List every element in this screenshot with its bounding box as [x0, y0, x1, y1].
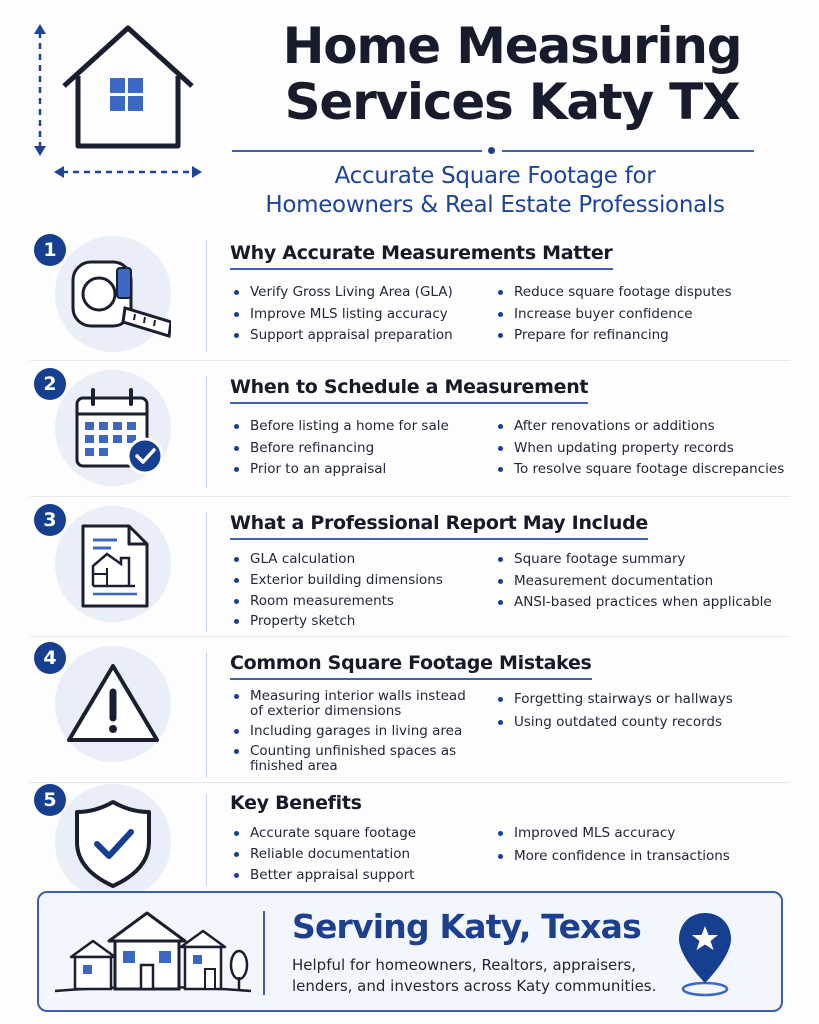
section-list-right: [496, 552, 796, 617]
section-number: 3: [34, 504, 66, 536]
list-item: Measurement documentation: [496, 574, 796, 589]
floor-plan-document-icon: [55, 506, 171, 622]
section-icon-bg: [55, 784, 171, 900]
page-subtitle-line1: Accurate Square Footage for: [334, 163, 656, 189]
title-divider-left: [232, 150, 482, 152]
footer-banner: [37, 891, 783, 1012]
section-list-left: [232, 826, 482, 888]
section-divider: [206, 240, 207, 352]
list-item: Better appraisal support: [232, 868, 482, 883]
section-list-left: [232, 689, 477, 781]
list-item: Reduce square footage disputes: [496, 285, 786, 300]
list-item: More confidence in transactions: [496, 849, 786, 864]
list-item: ANSI-based practices when applicable: [496, 595, 796, 610]
section-number: 2: [34, 368, 66, 400]
page-title: [222, 18, 802, 130]
list-item: Room measurements: [232, 594, 482, 609]
section-icon-bg: [55, 236, 171, 352]
footer-text: [292, 955, 662, 997]
list-item: Property sketch: [232, 614, 482, 629]
section-icon-bg: [55, 646, 171, 762]
section-title: What a Professional Report May Include: [230, 512, 648, 540]
section-divider: [206, 794, 207, 886]
list-item: Forgetting stairways or hallways: [496, 692, 786, 707]
section-number: 4: [34, 642, 66, 674]
section-list-right: [496, 692, 786, 737]
location-pin-star-icon: [675, 909, 735, 999]
section-list-right: [496, 285, 786, 350]
list-item: Prepare for refinancing: [496, 328, 786, 343]
list-item: To resolve square footage discrepancies: [496, 462, 796, 477]
page-title-line2: Services Katy TX: [284, 73, 740, 131]
list-item: Support appraisal preparation: [232, 328, 482, 343]
section-icon-bg: [55, 370, 171, 486]
list-item: Improved MLS accuracy: [496, 826, 786, 841]
list-item: Verify Gross Living Area (GLA): [232, 285, 482, 300]
list-item: Before refinancing: [232, 441, 482, 456]
list-item: Exterior building dimensions: [232, 573, 482, 588]
footer-text-line2: lenders, and investors across Katy communities.: [292, 977, 657, 995]
title-divider-dot: [488, 147, 495, 154]
section-title: Why Accurate Measurements Matter: [230, 242, 613, 270]
section-divider: [206, 652, 207, 778]
section-title: Key Benefits: [230, 792, 362, 814]
section-number: 5: [34, 784, 66, 816]
title-divider-right: [502, 150, 754, 152]
list-item: Measuring interior walls instead of exterior dimensions: [232, 689, 477, 719]
list-item: Increase buyer confidence: [496, 307, 786, 322]
section-icon-bg: [55, 506, 171, 622]
section-separator: [30, 636, 790, 637]
page-subtitle-line2: Homeowners & Real Estate Professionals: [265, 192, 725, 218]
list-item: Before listing a home for sale: [232, 419, 482, 434]
section-list-left: [232, 419, 482, 484]
houses-illustration-icon: [53, 907, 253, 999]
list-item: Reliable documentation: [232, 847, 482, 862]
calendar-check-icon: [55, 370, 171, 486]
section-separator: [30, 496, 790, 497]
section-list-right: [496, 419, 796, 484]
list-item: Square footage summary: [496, 552, 796, 567]
section-divider: [206, 376, 207, 488]
section-list-right: [496, 826, 786, 871]
shield-check-icon: [55, 784, 171, 900]
list-item: Prior to an appraisal: [232, 462, 482, 477]
list-item: Using outdated county records: [496, 715, 786, 730]
section-number: 1: [34, 234, 66, 266]
footer-text-line1: Helpful for homeowners, Realtors, appraisers,: [292, 956, 637, 974]
page-title-line1: Home Measuring: [282, 17, 742, 75]
house-measure-icon: [28, 20, 208, 185]
list-item: Including garages in living area: [232, 724, 477, 739]
section-list-left: [232, 552, 482, 635]
section-title: Common Square Footage Mistakes: [230, 652, 592, 680]
tape-measure-icon: [55, 236, 171, 352]
list-item: Accurate square footage: [232, 826, 482, 841]
section-list-left: [232, 285, 482, 350]
section-separator: [30, 360, 790, 361]
warning-triangle-icon: [55, 646, 171, 762]
section-title: When to Schedule a Measurement: [230, 376, 588, 404]
list-item: After renovations or additions: [496, 419, 796, 434]
list-item: GLA calculation: [232, 552, 482, 567]
page-subtitle: [210, 162, 780, 220]
section-separator: [30, 782, 790, 783]
list-item: Improve MLS listing accuracy: [232, 307, 482, 322]
footer-title: Serving Katy, Texas: [292, 907, 641, 946]
list-item: Counting unfinished spaces as finished area: [232, 744, 477, 774]
list-item: When updating property records: [496, 441, 796, 456]
section-divider: [206, 512, 207, 632]
footer-divider: [263, 911, 265, 995]
